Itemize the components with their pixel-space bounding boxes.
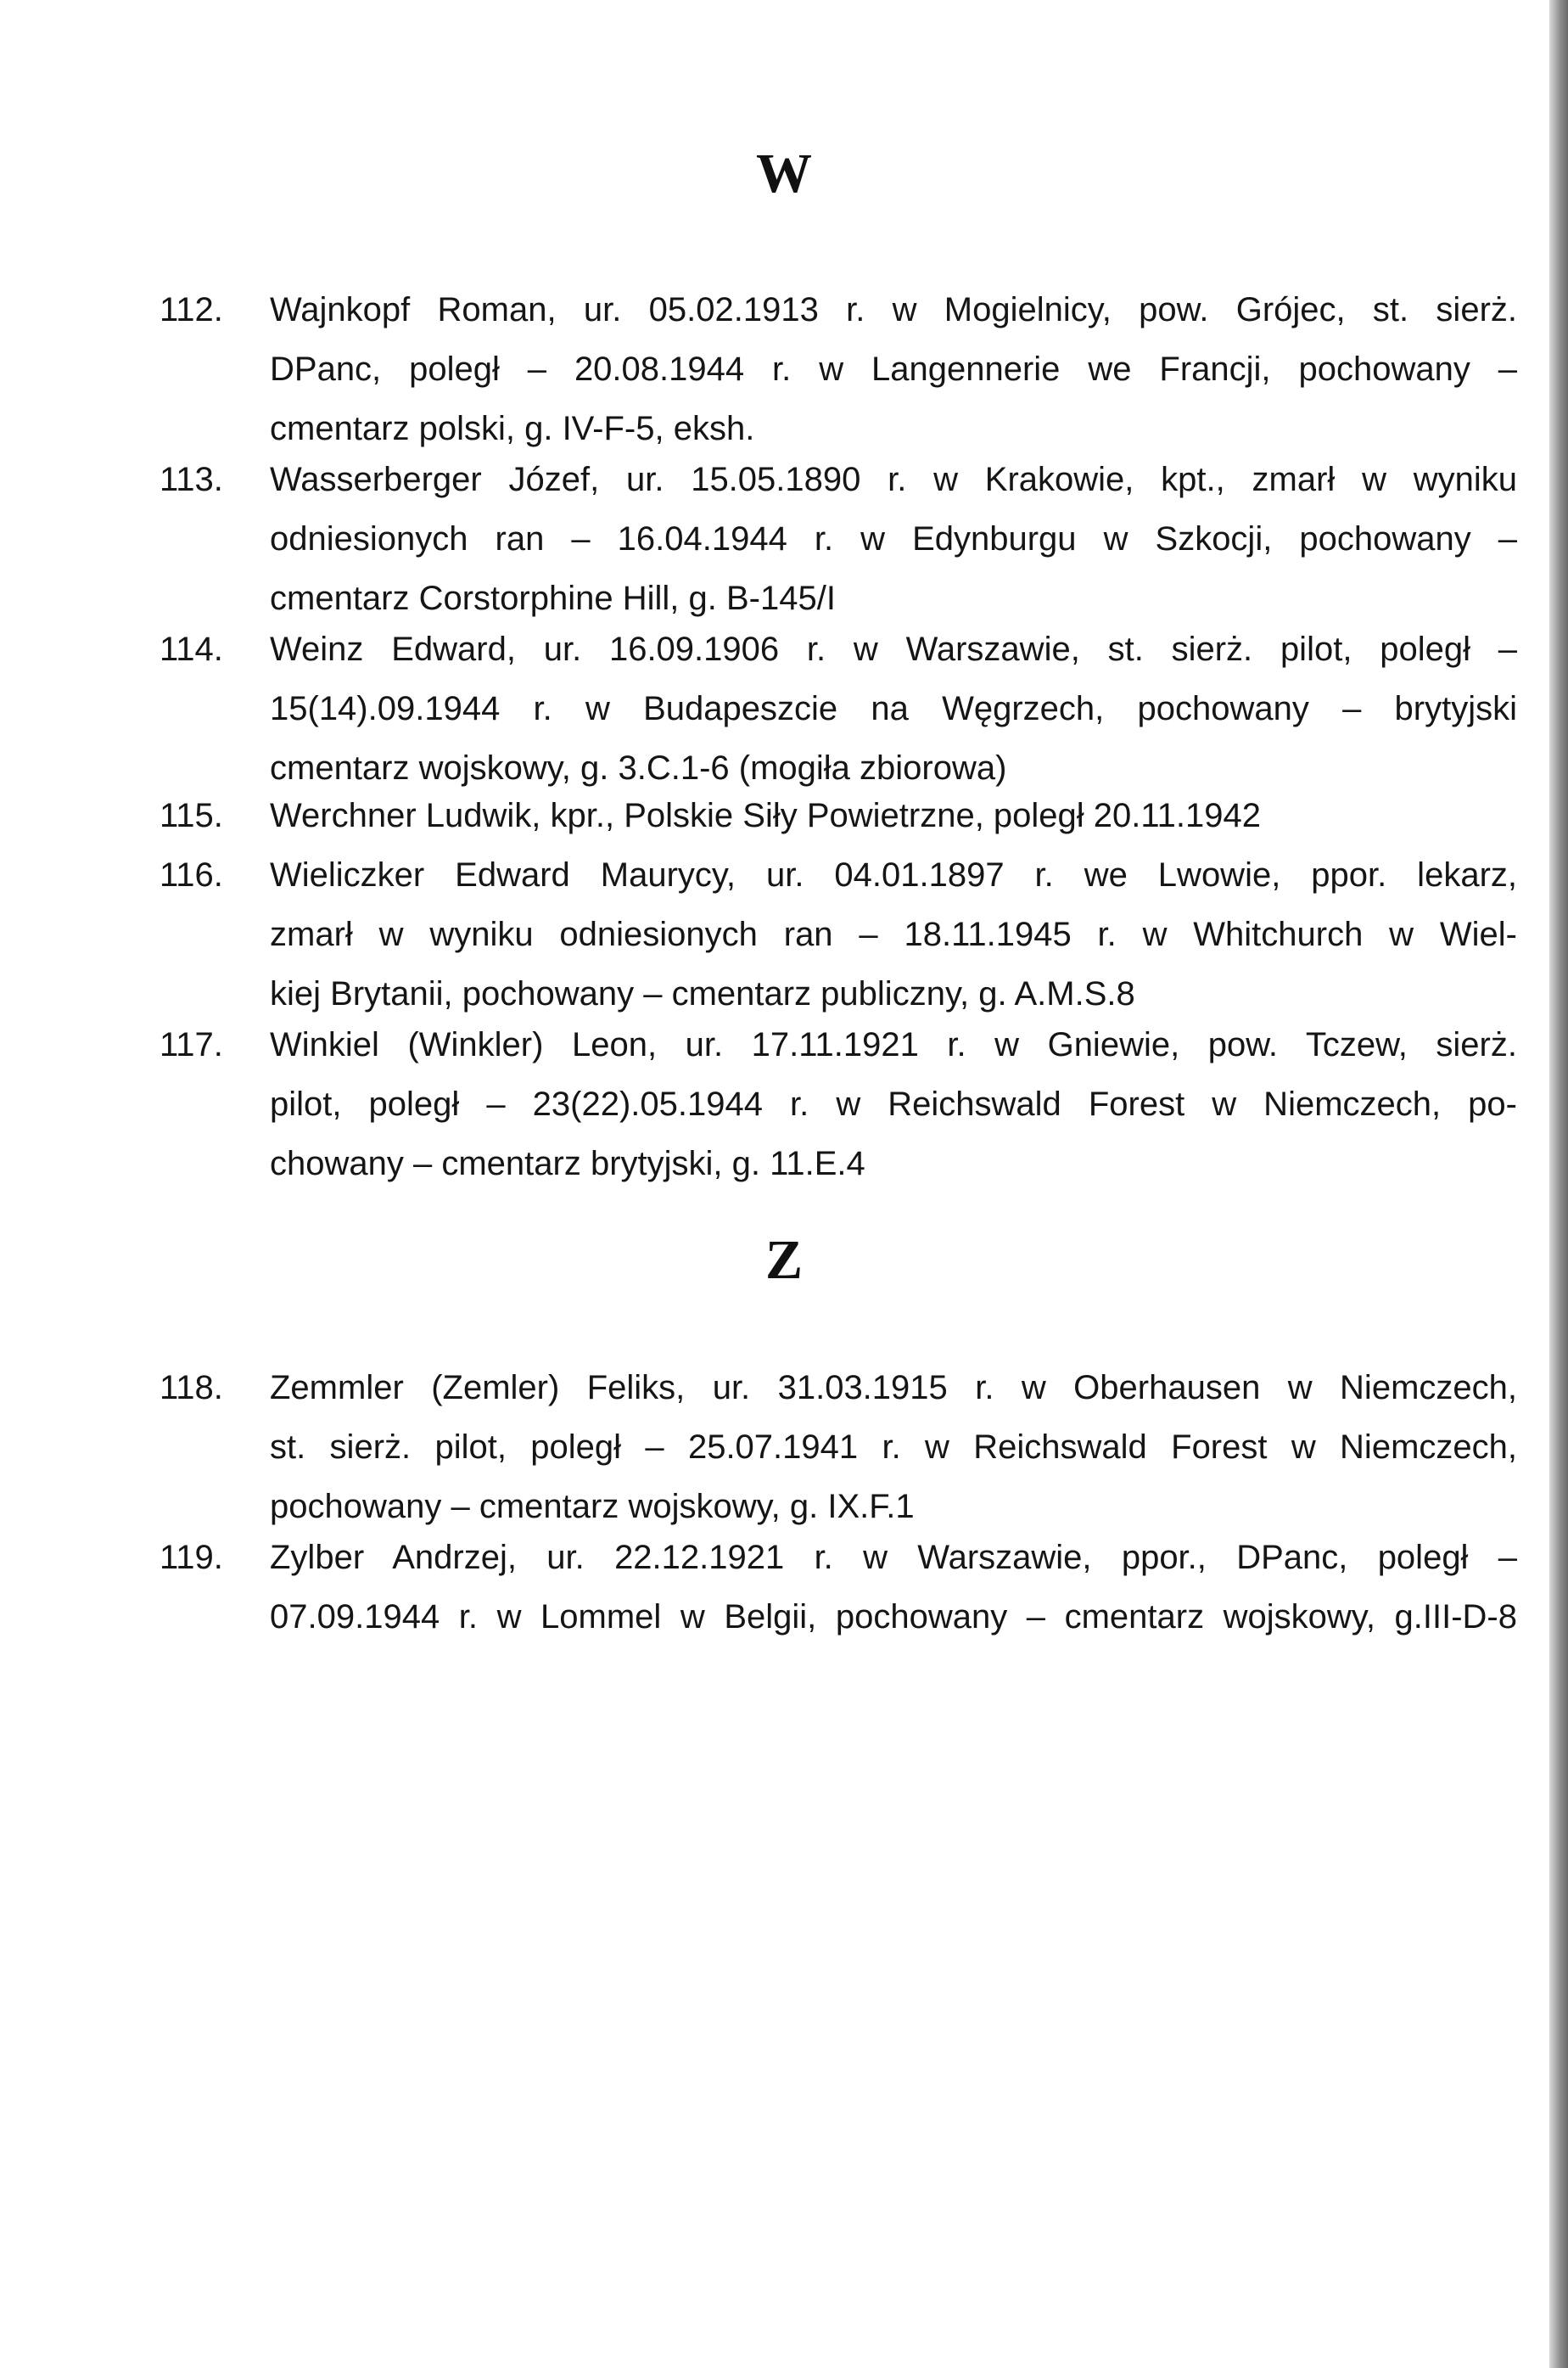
entry-line: 15(14).09.1944 r. w Budapeszcie na Węgrzech, pochowany – brytyjski (270, 690, 1517, 727)
entry-line: Wajnkopf Roman, ur. 05.02.1913 r. w Mogielnicy, pow. Grójec, st. sierż. (270, 291, 1517, 328)
entry-number: 119. (160, 1539, 223, 1576)
entry-text (270, 1528, 1517, 1647)
entry-number: 118. (160, 1369, 223, 1406)
entry-line: Weinz Edward, ur. 16.09.1906 r. w Warszawie, st. sierż. pilot, poległ – (270, 631, 1517, 668)
entry-number: 112. (160, 291, 223, 328)
entry-line: st. sierż. pilot, poległ – 25.07.1941 r. w Reichswald Forest w Niemczech, (270, 1428, 1517, 1466)
entry-line: zmarł w wyniku odniesionych ran – 18.11.1945 r. w Whitchurch w Wiel- (270, 916, 1517, 953)
entry-line: pochowany – cmentarz wojskowy, g. IX.F.1 (270, 1488, 915, 1525)
entry-text (270, 280, 1517, 458)
entry-text (270, 450, 1517, 628)
entry-number: 116. (160, 856, 223, 894)
entry-number: 113. (160, 461, 223, 498)
entry-text (270, 845, 1517, 1024)
entry-line: chowany – cmentarz brytyjski, g. 11.E.4 (270, 1145, 865, 1182)
entry-text (270, 786, 1517, 845)
entry-number: 115. (160, 797, 223, 834)
entry-line: Zemmler (Zemler) Feliks, ur. 31.03.1915 r. w Oberhausen w Niemczech, (270, 1369, 1517, 1406)
entry-text (270, 1358, 1517, 1536)
entry-line: Wieliczker Edward Maurycy, ur. 04.01.1897 r. we Lwowie, ppor. lekarz, (270, 856, 1517, 894)
section-letter-w: W (756, 143, 812, 205)
entry-line: Werchner Ludwik, kpr., Polskie Siły Powietrzne, poległ 20.11.1942 (270, 797, 1262, 834)
entry-number: 117. (160, 1026, 223, 1063)
entry-line: DPanc, poległ – 20.08.1944 r. w Langennerie we Francji, pochowany – (270, 351, 1517, 388)
entry-line: Winkiel (Winkler) Leon, ur. 17.11.1921 r. w Gniewie, pow. Tczew, sierż. (270, 1026, 1517, 1063)
entry-line: odniesionych ran – 16.04.1944 r. w Edynburgu w Szkocji, pochowany – (270, 520, 1517, 558)
entry-line: 07.09.1944 r. w Lommel w Belgii, pochowany – cmentarz wojskowy, g.III-D-8 (270, 1598, 1517, 1636)
entry-line: cmentarz polski, g. IV-F-5, eksh. (270, 410, 755, 447)
entry-line: cmentarz Corstorphine Hill, g. B-145/I (270, 580, 836, 617)
entry-line: Wasserberger Józef, ur. 15.05.1890 r. w Krakowie, kpt., zmarł w wyniku (270, 461, 1517, 498)
entry-line: kiej Brytanii, pochowany – cmentarz publiczny, g. A.M.S.8 (270, 975, 1135, 1013)
entry-line: Zylber Andrzej, ur. 22.12.1921 r. w Warszawie, ppor., DPanc, poległ – (270, 1539, 1517, 1576)
entry-line: pilot, poległ – 23(22).05.1944 r. w Reichswald Forest w Niemczech, po- (270, 1086, 1517, 1123)
entry-number: 114. (160, 631, 223, 668)
section-letter-z: Z (764, 1229, 804, 1291)
entry-line: cmentarz wojskowy, g. 3.C.1-6 (mogiła zbiorowa) (270, 749, 1007, 787)
entry-text (270, 620, 1517, 798)
page-edge-shadow (1549, 0, 1568, 2368)
entry-text (270, 1015, 1517, 1193)
